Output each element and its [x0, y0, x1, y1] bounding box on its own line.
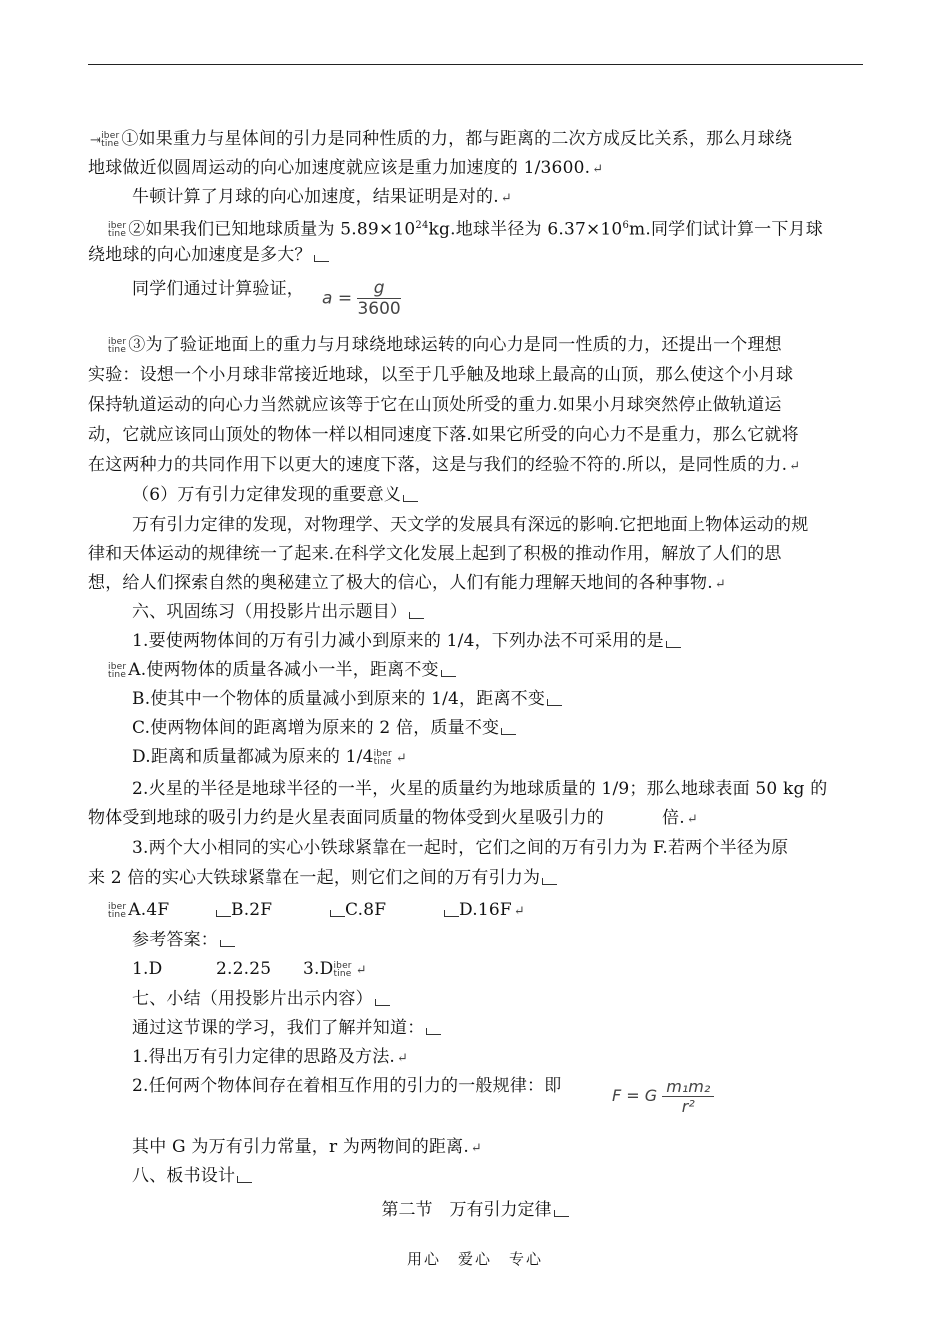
- text-line: iber tine ②如果我们已知地球质量为 $5.89\times 10^{24}kg$.地球半径为 $6.37\times 10^6m$.同学们试计算一下月球: [108, 219, 823, 240]
- line-break-icon: [666, 641, 681, 648]
- line-break-icon: [501, 728, 516, 735]
- line-break-icon: [237, 1176, 252, 1183]
- line-break-icon: [220, 940, 235, 947]
- page-footer: 用心 爱心 专心: [406, 1250, 543, 1268]
- answers-heading: 参考答案：: [132, 929, 235, 951]
- section-heading: 六、巩固练习（用投影片出示题目）: [132, 601, 424, 623]
- field-marker-icon: iber tine: [101, 130, 120, 149]
- line-break-icon: [216, 910, 231, 917]
- paragraph-mark-icon: ↵: [592, 162, 604, 177]
- text-line: 1.得出万有引力定律的思路及方法. ↵: [132, 1046, 408, 1070]
- question-1: 1.要使两物体间的万有引力减小到原来的 1/4，下列办法不可采用的是: [132, 630, 681, 652]
- text-line: 律和天体运动的规律统一了起来.在科学文化发展上起到了积极的推动作用，解放了人们的思: [88, 544, 782, 564]
- option-d: D.距离和质量都减为原来的 1/4 iber tine ↵: [132, 746, 407, 770]
- text-line: 实验：设想一个小月球非常接近地球，以至于几乎触及地球上最高的山顶，那么使这个小月球: [88, 365, 794, 385]
- text-line: 牛顿计算了月球的向心加速度，结果证明是对的. ↵: [132, 186, 512, 210]
- section-heading: 七、小结（用投影片出示内容）: [132, 988, 390, 1010]
- option-c-short: C.8F: [328, 899, 386, 921]
- line-break-icon: [426, 1028, 441, 1035]
- text-line: 2.任何两个物体间存在着相互作用的引力的一般规律：即: [132, 1076, 562, 1096]
- option-b-short: B.2F: [214, 899, 272, 921]
- field-marker-icon: iber tine: [108, 661, 127, 680]
- line-break-icon: [375, 999, 390, 1006]
- field-marker-icon: iber tine: [373, 748, 392, 767]
- formula-gravitation: F = G $\frac{\text{m₁m₂}}{\text{r²}}$: [612, 1077, 714, 1116]
- header-rule: [88, 64, 863, 65]
- section-heading: 八、板书设计: [132, 1165, 252, 1187]
- answer-1: 1.D: [132, 959, 163, 979]
- paragraph-mark-icon: ↵: [500, 191, 512, 206]
- text-line: 动，它就应该同山顶处的物体一样以相同速度下落.如果它所受的向心力不是重力，那么它就将: [88, 425, 799, 445]
- field-marker-icon: iber tine: [108, 221, 127, 240]
- board-title: 第二节 万有引力定律: [0, 1195, 950, 1220]
- question-2: 2.火星的半径是地球半径的一半，火星的质量约为地球质量的 1/9；那么地球表面 50 kg 的: [132, 779, 828, 799]
- text-line: 其中 G 为万有引力常量，r 为两物间的距离. ↵: [132, 1136, 482, 1160]
- option-b: B.使其中一个物体的质量减小到原来的 1/4，距离不变: [132, 688, 562, 710]
- line-break-icon: [330, 910, 345, 917]
- line-break-icon: [409, 612, 424, 619]
- text-line: 来 2 倍的实心大铁球紧靠在一起，则它们之间的万有引力为: [88, 867, 557, 889]
- line-break-icon: [444, 910, 459, 917]
- text-line: 想，给人们探索自然的奥秘建立了极大的信心，人们有能力理解天地间的各种事物. ↵: [88, 572, 726, 596]
- text-line: 保持轨道运动的向心力当然就应该等于它在山顶处所受的重力.如果小月球突然停止做轨道运: [88, 395, 782, 415]
- text-line: iber tine ③为了验证地面上的重力与月球绕地球运转的向心力是同一性质的力，还提出一个理想: [108, 335, 782, 355]
- paragraph-mark-icon: ↵: [355, 963, 367, 978]
- line-break-icon: [314, 255, 329, 262]
- line-break-icon: [542, 878, 557, 885]
- line-break-icon: [547, 699, 562, 706]
- answer-3: 3.D iber tine ↵: [303, 958, 367, 982]
- paragraph-mark-icon: ↵: [470, 1141, 483, 1156]
- text-line: 绕地球的向心加速度是多大？: [88, 244, 329, 266]
- formula-centripetal-acceleration: a = $\frac{g}{3600}$: [322, 278, 401, 319]
- paragraph-mark-icon: ↵: [714, 577, 726, 592]
- text-line: 同学们通过计算验证，: [132, 279, 304, 299]
- text-line: 地球做近似圆周运动的向心加速度就应该是重力加速度的 1/3600. ↵: [88, 157, 603, 181]
- paragraph-mark-icon: ↵: [397, 1051, 409, 1066]
- field-marker-icon: iber tine: [108, 901, 127, 920]
- answer-2: 2.2.25: [216, 959, 272, 979]
- option-d-short: D.16F ↵: [442, 899, 525, 923]
- section-heading: （6）万有引力定律发现的重要意义: [132, 484, 418, 506]
- paragraph-mark-icon: ↵: [686, 812, 698, 827]
- paragraph-mark-icon: ↵: [395, 751, 407, 766]
- options-row: iber tine A.4F: [108, 900, 170, 920]
- field-marker-icon: iber tine: [108, 336, 127, 355]
- paragraph-mark-icon: ↵: [513, 904, 525, 919]
- text-line: 物体受到地球的吸引力约是火星表面同质量的物体受到火星吸引力的 倍. ↵: [88, 807, 698, 831]
- text-line: 在这两种力的共同作用下以更大的速度下落，这是与我们的经验不符的.所以，是同性质的力. ↵: [88, 454, 800, 478]
- line-break-icon: [403, 495, 418, 502]
- text-line: 万有引力定律的发现，对物理学、天文学的发展具有深远的影响.它把地面上物体运动的规: [132, 515, 809, 535]
- option-c: C.使两物体间的距离增为原来的 2 倍，质量不变: [132, 717, 516, 739]
- question-3: 3.两个大小相同的实心小铁球紧靠在一起时，它们之间的万有引力为 F.若两个半径为原: [132, 838, 789, 858]
- line-break-icon: [554, 1210, 569, 1217]
- option-a: iber tine A.使两物体的质量各减小一半，距离不变: [108, 659, 456, 681]
- paragraph-mark-icon: ↵: [789, 459, 801, 474]
- field-marker-icon: iber tine: [333, 960, 352, 979]
- text-line: ⇥ iber tine ①如果重力与星体间的引力是同种性质的力，都与距离的二次方成反比关系，那么月球绕: [90, 129, 793, 149]
- line-break-icon: [441, 670, 456, 677]
- text-line: 通过这节课的学习，我们了解并知道：: [132, 1017, 441, 1039]
